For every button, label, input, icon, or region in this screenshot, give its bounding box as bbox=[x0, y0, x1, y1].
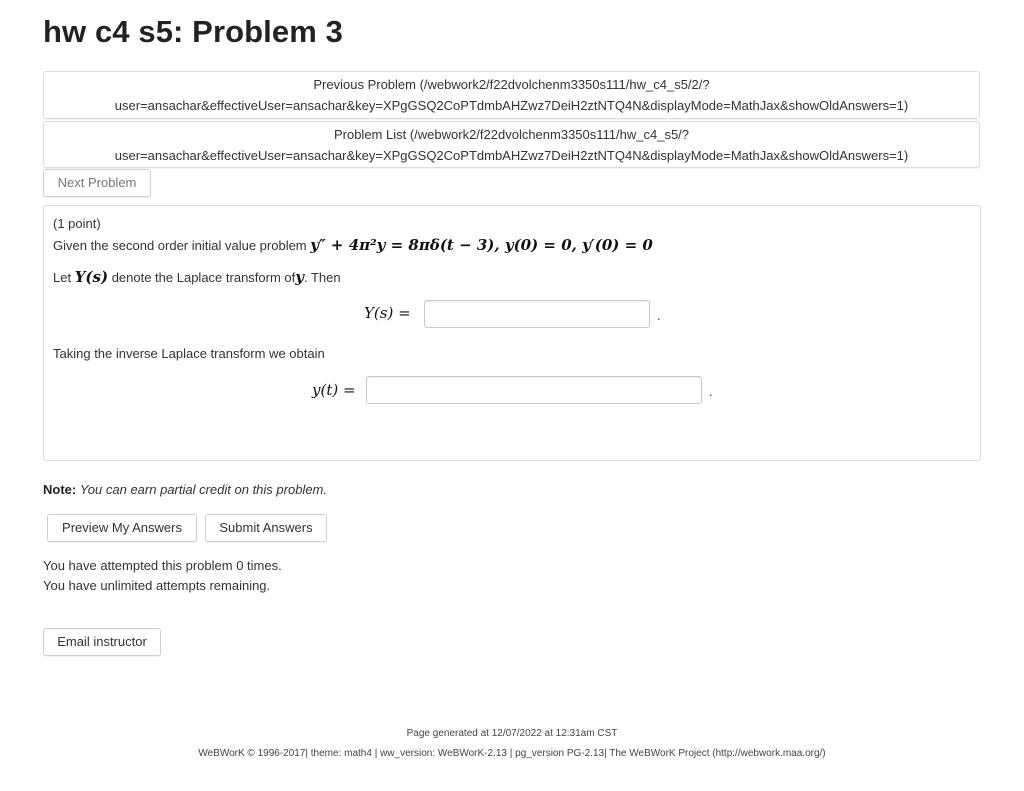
problem-list-text-line2[interactable]: user=ansachar&effectiveUser=ansachar&key=XPgGSQ2CoPTdmbAHZwz7DeiH2ztNTQ4N&displayMode=MathJax&showOldAnswers=1) bbox=[114, 148, 909, 163]
problem-list-link[interactable] bbox=[43, 121, 980, 168]
ode-equation: y″ + 4π²y = 8πδ(t − 3), y(0) = 0, y′(0) = 0 bbox=[310, 236, 653, 254]
next-problem-button[interactable]: Next Problem bbox=[43, 169, 151, 197]
laplace-var: Y(s) bbox=[74, 268, 109, 286]
laplace-answer-input[interactable] bbox=[424, 300, 650, 328]
attempts-count: You have attempted this problem 0 times. bbox=[43, 558, 282, 573]
submit-answers-button[interactable]: Submit Answers bbox=[205, 514, 327, 542]
inverse-text: Taking the inverse Laplace transform we obtain bbox=[53, 346, 325, 361]
laplace-definition bbox=[53, 268, 341, 286]
inverse-answer-input[interactable] bbox=[366, 376, 702, 404]
page-generated-text: Page generated at 12/07/2022 at 12:31am CST bbox=[406, 728, 618, 739]
preview-answers-button[interactable]: Preview My Answers bbox=[47, 514, 197, 542]
page-title: hw c4 s5: Problem 3 bbox=[43, 14, 343, 49]
partial-credit-note bbox=[43, 482, 327, 497]
problem-intro: Given the second order initial value problem bbox=[53, 238, 307, 253]
email-instructor-button[interactable]: Email instructor bbox=[43, 628, 161, 656]
problem-panel bbox=[43, 205, 981, 461]
previous-problem-link[interactable] bbox=[43, 71, 980, 119]
problem-list-text-line1[interactable]: Problem List (/webwork2/f22dvolchenm3350s111/hw_c4_s5/? bbox=[333, 127, 690, 142]
note-text: You can earn partial credit on this problem. bbox=[79, 482, 327, 497]
previous-problem-text-line1[interactable]: Previous Problem (/webwork2/f22dvolchenm3350s111/hw_c4_s5/2/? bbox=[313, 77, 710, 92]
previous-problem-text-line2[interactable]: user=ansachar&effectiveUser=ansachar&key=XPgGSQ2CoPTdmbAHZwz7DeiH2ztNTQ4N&displayMode=MathJax&showOldAnswers=1) bbox=[114, 98, 909, 113]
attempts-remaining: You have unlimited attempts remaining. bbox=[43, 578, 271, 593]
answer1-label: Y(s) = bbox=[364, 304, 411, 322]
problem-points: (1 point) bbox=[53, 216, 101, 231]
answer2-label: y(t) = bbox=[312, 381, 356, 399]
note-label: Note: bbox=[43, 482, 77, 497]
answer1-period: . bbox=[657, 308, 661, 323]
footer-credits: WeBWorK © 1996-2017| theme: math4 | ww_version: WeBWorK-2.13 | pg_version PG-2.13| The WeBWorK Project (http://webwork.maa.org/) bbox=[198, 748, 826, 759]
let-prefix: Let bbox=[53, 270, 72, 285]
let-y: y bbox=[295, 268, 304, 286]
let-suffix: . Then bbox=[303, 270, 341, 285]
problem-statement bbox=[53, 236, 653, 254]
answer2-period: . bbox=[709, 384, 713, 399]
let-mid: denote the Laplace transform of bbox=[111, 270, 296, 285]
